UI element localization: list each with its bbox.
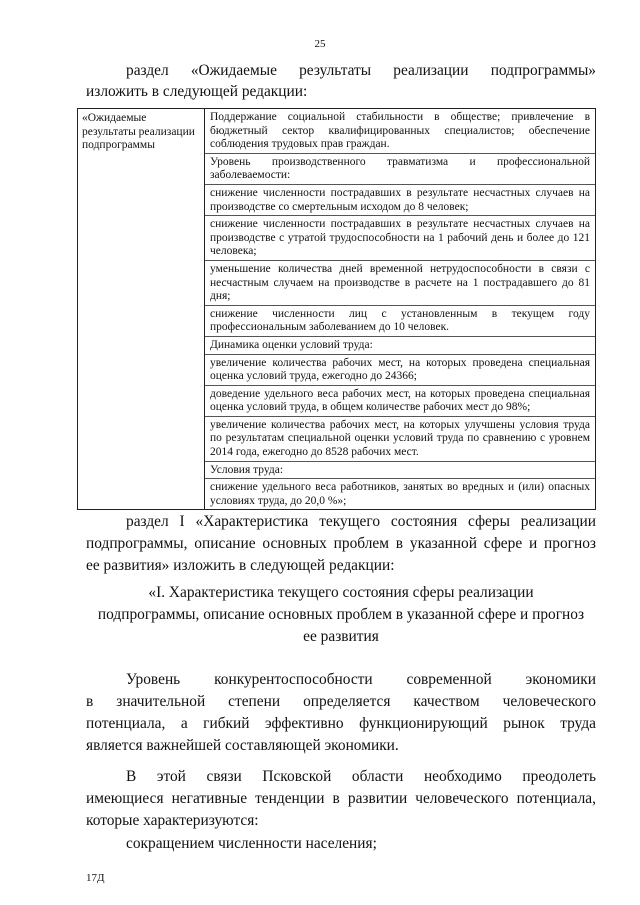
- section-1-line-1: раздел I «Характеристика текущего состояния сферы реализации: [126, 513, 596, 530]
- paragraph-2-line-3: которые характеризуются:: [86, 812, 259, 829]
- list-item: Уровень производственного травматизма и профессиональной заболеваемости:: [205, 154, 595, 185]
- table-items-cell: [205, 109, 596, 510]
- list-item: Условия труда:: [205, 462, 595, 480]
- section-1-line-2: подпрограммы, описание основных проблем в указанной сфере и прогноз: [86, 535, 596, 552]
- paragraph-1-line-3: потенциала, а гибкий эффективно функционирующий рынок труда: [86, 715, 596, 732]
- list-item: сокращением численности населения;: [126, 835, 377, 852]
- list-item: уменьшение количества дней временной нетрудоспособности в связи с несчастным случаем на производстве в расчете на 1 пострадавшего до 81 дня;: [205, 261, 595, 306]
- paragraph-1-line-1: Уровень конкурентоспособности современной экономики: [126, 671, 596, 688]
- body-paragraph-2: [86, 766, 596, 832]
- list-item: увеличение количества рабочих мест, на которых улучшены условия труда по результатам специальной оценки условий труда по сравнению с уровнем 2014 года, ежегодно до 8528 рабочих мест.: [205, 417, 595, 462]
- heading-line-2: подпрограммы, описание основных проблем в указанной сфере и прогноз: [97, 606, 585, 623]
- table-row: [78, 109, 596, 510]
- page-number: 25: [314, 38, 326, 50]
- section-1-paragraph: [86, 511, 596, 577]
- list-item: Динамика оценки условий труда:: [205, 337, 595, 355]
- body-paragraph-1: [86, 669, 596, 757]
- paragraph-2-line-1: В этой связи Псковской области необходимо преодолеть: [126, 768, 596, 785]
- table-label-cell: «Ожидаемые результаты реализации подпрограммы: [78, 109, 205, 510]
- heading-line-1: «I. Характеристика текущего состояния сферы реализации: [148, 584, 534, 601]
- section-heading: [86, 582, 596, 648]
- list-item: снижение численности пострадавших в результате несчастных случаев на производстве с утратой трудоспособности на 1 рабочий день и более до 121 человека;: [205, 216, 595, 261]
- list-item: снижение численности пострадавших в результате несчастных случаев на производстве со смертельным исходом до 8 человек;: [205, 185, 595, 216]
- heading-line-3: ее развития: [303, 628, 379, 645]
- paragraph-2-line-2: имеющиеся негативные тенденции в развитии человеческого потенциала,: [86, 790, 596, 807]
- intro-line-1: раздел «Ожидаемые результаты реализации подпрограммы»: [126, 62, 596, 79]
- list-item: снижение численности лиц с установленным в текущем году профессиональным заболеванием до 10 человек.: [205, 306, 595, 337]
- document-code: 17Д: [86, 872, 105, 884]
- paragraph-1-line-4: является важнейшей составляющей экономики.: [86, 737, 399, 754]
- section-1-line-3: ее развития» изложить в следующей редакции:: [86, 557, 395, 574]
- list-item: увеличение количества рабочих мест, на которых проведена специальная оценка условий труда, ежегодно до 24366;: [205, 355, 595, 386]
- intro-paragraph: [86, 60, 596, 102]
- paragraph-1-line-2: в значительной степени определяется качеством человеческого: [86, 693, 596, 710]
- expected-results-table: [77, 108, 596, 510]
- list-item: Поддержание социальной стабильности в обществе; привлечение в бюджетный сектор квалифицированных специалистов; обеспечение соблюдения трудовых прав граждан.: [205, 109, 595, 154]
- intro-line-2: изложить в следующей редакции:: [86, 83, 308, 100]
- list-item: снижение удельного веса работников, занятых во вредных и (или) опасных условиях труда, до 20,0 %»;: [210, 481, 590, 507]
- list-item: доведение удельного веса рабочих мест, на которых проведена специальная оценка условий труда, в общем количестве рабочих мест до 98%;: [205, 386, 595, 417]
